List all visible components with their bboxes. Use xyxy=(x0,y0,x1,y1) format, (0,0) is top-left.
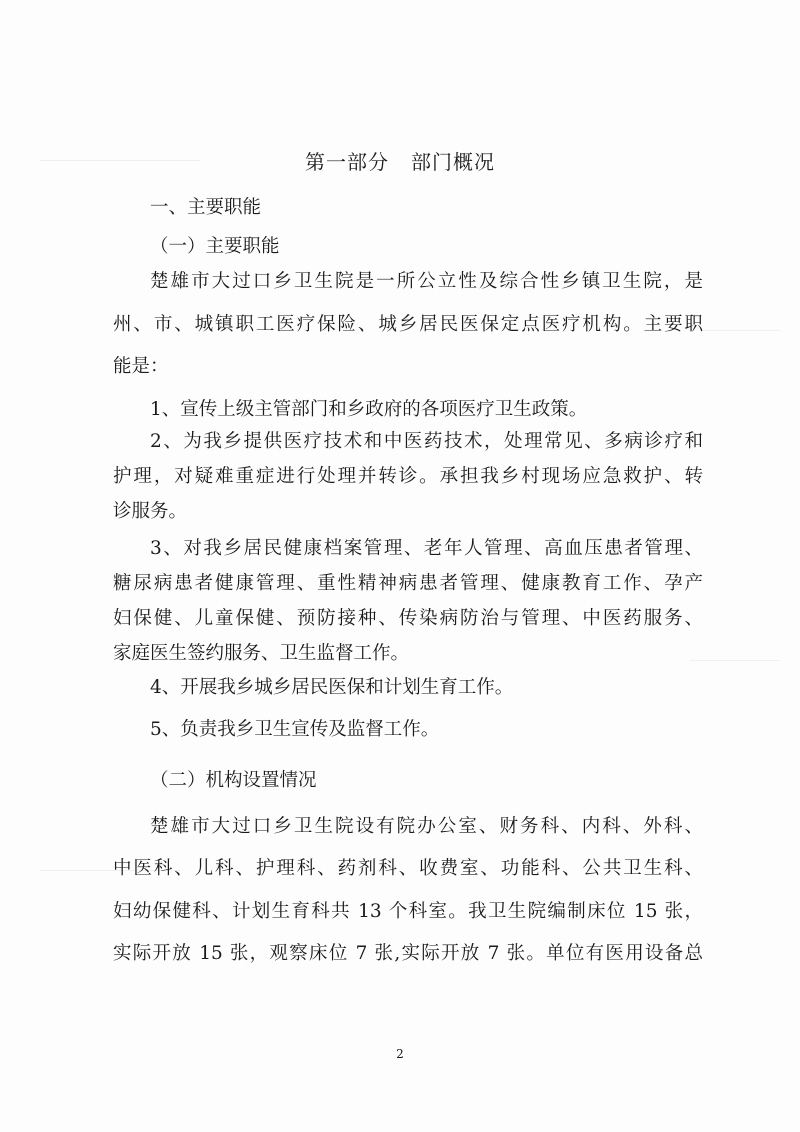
paragraph-line: 妇幼保健科、计划生育科共 13 个科室。我卫生院编制床位 15 张， xyxy=(113,901,703,922)
paragraph-line: 能是： xyxy=(113,356,169,377)
subsection-heading: （一）主要职能 xyxy=(150,236,280,257)
paragraph-line: 护理，对疑难重症进行处理并转诊。承担我乡村现场应急救护、转 xyxy=(113,466,703,487)
scan-artifact xyxy=(690,660,780,661)
paragraph-line: 楚雄市大过口乡卫生院设有院办公室、财务科、内科、外科、 xyxy=(150,816,703,837)
title-name: 部门概况 xyxy=(411,150,495,174)
paragraph-line: 诊服务。 xyxy=(113,501,188,522)
paragraph-line: 妇保健、儿童保健、预防接种、传染病防治与管理、中医药服务、 xyxy=(113,608,703,629)
duty-item: 5、负责我乡卫生宣传及监督工作。 xyxy=(150,719,440,740)
section-heading: 一、主要职能 xyxy=(150,197,262,218)
page-title xyxy=(0,146,800,175)
title-part: 第一部分 xyxy=(305,150,389,174)
duty-item: 1、宣传上级主管部门和乡政府的各项医疗卫生政策。 xyxy=(150,399,588,420)
paragraph-line: 中医科、儿科、护理科、药剂科、收费室、功能科、公共卫生科、 xyxy=(113,858,703,879)
paragraph-line: 实际开放 15 张，观察床位 7 张,实际开放 7 张。单位有医用设备总 xyxy=(113,943,703,964)
paragraph-line: 州、市、城镇职工医疗保险、城乡居民医保定点医疗机构。主要职 xyxy=(113,314,703,335)
duty-item: 4、开展我乡城乡居民医保和计划生育工作。 xyxy=(150,677,514,698)
duty-item: 2、为我乡提供医疗技术和中医药技术，处理常见、多病诊疗和 xyxy=(150,431,703,452)
paragraph-line: 糖尿病患者健康管理、重性精神病患者管理、健康教育工作、孕产 xyxy=(113,573,703,594)
page-number: 2 xyxy=(396,1047,404,1061)
paragraph-line: 楚雄市大过口乡卫生院是一所公立性及综合性乡镇卫生院，是 xyxy=(150,271,703,292)
subsection-heading: （二）机构设置情况 xyxy=(150,770,317,791)
scan-artifact xyxy=(700,330,780,331)
paragraph-line: 家庭医生签约服务、卫生监督工作。 xyxy=(113,643,410,664)
duty-item: 3、对我乡居民健康档案管理、老年人管理、高血压患者管理、 xyxy=(150,538,703,559)
